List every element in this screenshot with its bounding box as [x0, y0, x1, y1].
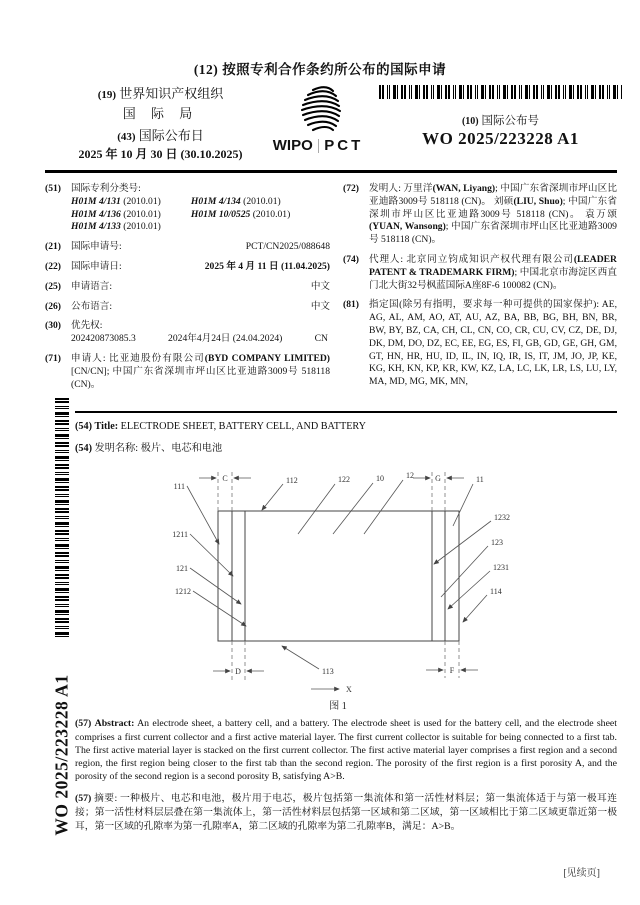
title-en-text: ELECTRODE SHEET, BATTERY CELL, AND BATTERY [120, 421, 367, 433]
inid-74: (74) [343, 253, 359, 265]
application-number-value: PCT/CN2025/088648 [245, 241, 330, 253]
ref-1231: 1231 [493, 563, 509, 573]
publication-number: WO 2025/223228 A1 [422, 129, 579, 148]
wipo-logo-block [263, 85, 373, 163]
field-agent [343, 254, 617, 292]
ref-10: 10 [376, 474, 384, 484]
designated-states-text: 指定国(除另有指明，要求每一种可提供的国家保护): AE, AG, AL, AM, AO, AT, AU, AZ, BA, BB, BG, BH, BN, BR, BW, BY, BZ, CA, CH, CL, CN, CO, CR, CU, CV, CZ, DE, DJ, DK, DM, DO, DZ, EC, EE, EG, ES, FI, GB, GD, GE, GH, GM, GT, HN, HR, HU, ID, IL, IN, IQ, IR, IS, IT, JM, JO, JP, KE, KG, KH, KN, KP, KR, KW, KZ, LA, LC, LK, LR, LS, LU, LY, MA, MD, MG, MK, MN, [369, 299, 617, 388]
field-ipc [45, 183, 330, 234]
publication-language-name: 公布语言: [71, 300, 113, 312]
inid-25: (25) [45, 280, 61, 292]
ipc-entry: H01M 4/134 (2010.01) [190, 195, 281, 207]
axis-x-label: X [346, 685, 352, 695]
electrode-outline [218, 511, 459, 641]
priority-date: 2024年4月24日 (24.04.2024) [168, 333, 283, 345]
publication-number-vertical: WO 2025/223228 A1 [51, 674, 72, 836]
figure-caption: 图 1 [329, 701, 347, 713]
applicant-text: 申请人: 比亚迪股份有限公司(BYD COMPANY LIMITED) [CN/CN]; 中国广东省深圳市坪山区比亚迪路3009号 518118 (CN)。 [71, 352, 330, 390]
inid-10: (10) [461, 116, 479, 127]
abstract-en-text: An electrode sheet, a battery cell, and a battery. The electrode sheet is used for the battery cell, and the electrode sheet comprises a first current collector and a first active material layer. The first current collector is suitable for being connected to a first tab. The first active material layer is stacked on the first current collector. The first active material layer comprises a first region and a second region, the first region being closer to the first tab than the second region. The porosity of the first region is a first porosity A, and the porosity of the second region is a second porosity B, satisfying A>B. [75, 718, 618, 783]
ref-11: 11 [476, 475, 484, 485]
inid-81: (81) [343, 299, 359, 311]
header [0, 85, 640, 163]
inid-72: (72) [343, 183, 359, 194]
wipo-pct-divider [318, 139, 320, 153]
ref-114: 114 [490, 587, 502, 597]
filing-language-value: 中文 [310, 280, 330, 292]
inid-12: (12) [193, 62, 219, 77]
ref-1211: 1211 [172, 530, 188, 540]
ipc-entry: H01M 4/131 (2010.01) [71, 195, 161, 207]
title-zh-text: 极片、电芯和电池 [140, 443, 223, 455]
inid-22: (22) [45, 260, 61, 272]
pub-no-title: 国际公布号 [481, 115, 540, 127]
ref-111: 111 [173, 482, 185, 492]
priority-title: 优先权: [71, 320, 103, 332]
electrode-sheet-diagram [95, 464, 565, 714]
dim-d-label: D [235, 667, 241, 677]
field-priority [45, 320, 330, 346]
figure-1 [0, 461, 640, 713]
ref-112: 112 [286, 476, 298, 486]
wipo-globe-icon [280, 85, 356, 135]
title-zh-line [75, 439, 617, 454]
field-filing-date [45, 261, 330, 274]
ipc-entry: H01M 4/133 (2010.01) [71, 221, 161, 233]
field-inventors [343, 183, 617, 247]
ref-122: 122 [338, 475, 350, 485]
field-publication-language [45, 301, 330, 314]
ref-121: 121 [176, 564, 188, 574]
wipo-label: WIPO [272, 137, 313, 154]
abstract-zh-name: 摘要: [94, 793, 118, 805]
abstract-zh [75, 792, 617, 833]
ref-12: 12 [406, 471, 414, 481]
application-number-name: 国际申请号: [71, 241, 122, 253]
dim-c-label: C [222, 474, 228, 484]
pub-no-line [379, 112, 622, 128]
intl-bureau: 国 际 局 [122, 106, 199, 121]
ref-123: 123 [491, 538, 503, 548]
left-column [45, 183, 330, 398]
header-right-block [379, 85, 622, 163]
ipc-entry: H01M 10/0525 (2010.01) [190, 208, 291, 220]
filing-language-name: 申请语言: [71, 280, 113, 292]
priority-country: CN [314, 333, 328, 345]
priority-number: 202420873085.3 [71, 333, 136, 345]
inid-43: (43) [117, 131, 136, 143]
header-left-block [58, 85, 263, 163]
field-designated-states [343, 299, 617, 389]
inid-51: (51) [45, 183, 61, 194]
pub-date-value: 2025 年 10 月 30 日 (30.10.2025) [78, 147, 243, 161]
barcode-vertical [55, 398, 69, 640]
document-kind-line [0, 0, 640, 78]
org-line [58, 85, 263, 104]
pub-date-line [58, 127, 263, 146]
filing-date-name: 国际申请日: [71, 260, 122, 272]
ipc-entry: H01M 4/136 (2010.01) [71, 208, 161, 220]
bibliographic-section [0, 173, 640, 398]
field-applicant [45, 353, 330, 391]
priority-entry [71, 333, 330, 346]
ipc-title: 国际专利分类号: [71, 183, 141, 194]
abstract-zh-text: 一种极片、电芯和电池，极片用于电芯，极片包括第一集流体和第一活性材料层；第一集流体适于与第一极耳连接；第一活性材料层层叠在第一集流体上，第一活性材料层包括第一区域和第二区域，第一区域相比于第二区域更靠近第一极耳，第一区域的孔隙率为第一孔隙率A，第二区域的孔隙率为第二孔隙率B，满足：A>B。 [75, 793, 618, 832]
field-filing-language [45, 281, 330, 294]
document-kind-text: 按照专利合作条约所公布的国际申请 [222, 62, 447, 77]
inid-57-en: (57) [75, 718, 92, 730]
abstract-en [75, 717, 617, 783]
inid-54-en: (54) [75, 421, 92, 433]
publication-language-value: 中文 [310, 300, 330, 312]
abstract-en-name: Abstract: [94, 718, 135, 730]
inventors-text: 发明人: 万里洋(WAN, Liyang); 中国广东省深圳市坪山区比亚迪路3009号 518118 (CN)。 刘硕(LIU, Shuo); 中国广东省深圳市坪山区比亚迪路3009号 518118 (CN)。 袁万颂(YUAN, Wansong); 中国广东省深圳市坪山区比亚迪路3009号 518118 (CN)。 [369, 183, 617, 246]
pub-date-title: 国际公布日 [138, 128, 204, 143]
inid-19: (19) [97, 89, 117, 101]
ref-113: 113 [322, 667, 334, 677]
inid-30: (30) [45, 320, 61, 332]
barcode-horizontal [379, 85, 622, 99]
org-name: 世界知识产权组织 [119, 86, 224, 101]
filing-date-value: 2025 年 4 月 11 日 (11.04.2025) [204, 260, 330, 272]
dim-g-label: G [435, 474, 441, 484]
inid-57-zh: (57) [75, 793, 92, 805]
title-en-line [75, 421, 617, 432]
inid-71: (71) [45, 352, 61, 364]
agent-text: 代理人: 北京同立钧成知识产权代理有限公司(LEADER PATENT & TRADEMARK FIRM); 中国北京市海淀区西直门北大街32号枫蓝国际A座8F-6 100082 (CN)。 [369, 253, 617, 291]
field-application-number [45, 241, 330, 254]
title-section [75, 411, 617, 454]
inid-26: (26) [45, 300, 61, 312]
inid-54-zh: (54) [75, 443, 92, 455]
wipo-pct-wordmark [273, 137, 364, 154]
continuation-note: [见续页] [563, 868, 600, 879]
ref-1212: 1212 [175, 587, 191, 597]
pct-label: PCT [324, 137, 364, 154]
title-en-name: Title: [94, 421, 119, 433]
ref-1232: 1232 [494, 513, 510, 523]
ipc-list [71, 196, 330, 234]
right-column [343, 183, 617, 398]
dim-f-label: F [449, 666, 455, 676]
inid-21: (21) [45, 241, 61, 253]
title-zh-name: 发明名称: [94, 443, 139, 455]
